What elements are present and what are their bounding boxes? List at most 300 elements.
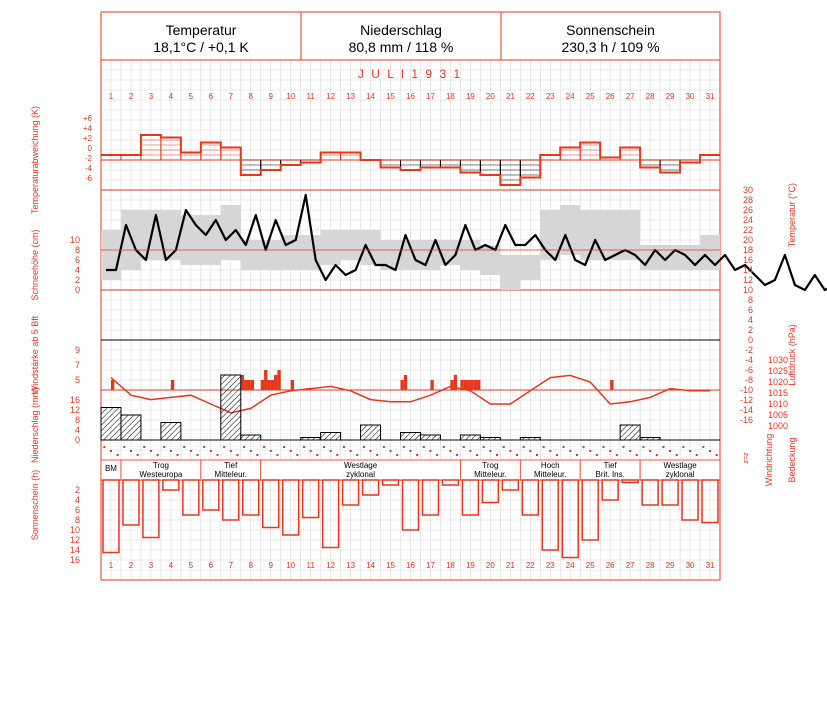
temperature-tick: 12 <box>742 275 753 285</box>
cover-dot <box>150 450 152 452</box>
cover-dot <box>483 446 485 448</box>
cover-dot <box>642 446 644 448</box>
precipitation-tick: 12 <box>69 405 80 415</box>
day-label-top: 8 <box>248 92 253 101</box>
pressure-tick: 1010 <box>768 399 789 409</box>
temp-range-band <box>700 235 720 270</box>
day-label-bottom: 15 <box>386 561 395 570</box>
temp-deviation-tick: +2 <box>82 134 92 143</box>
temp-deviation-axis-label: Temperaturabweichung (K) <box>30 105 40 215</box>
precipitation-bar <box>620 425 640 440</box>
wind-bar <box>247 380 250 390</box>
cover-dot <box>716 454 718 456</box>
cover-dot <box>143 446 145 448</box>
temp-deviation-tick: +6 <box>82 114 92 123</box>
cover-dot <box>596 454 598 456</box>
day-label-top: 12 <box>326 92 336 101</box>
temperature-tick: -4 <box>744 355 753 365</box>
cover-dot <box>330 450 332 452</box>
wind-bar <box>470 380 473 390</box>
weather-type-label: Westeuropa <box>139 470 183 479</box>
wind-bar <box>430 380 433 390</box>
wind-bar <box>477 380 480 390</box>
cover-dot <box>356 454 358 456</box>
cover-dot <box>183 446 185 448</box>
day-label-bottom: 25 <box>585 561 595 570</box>
cover-dot <box>516 454 518 456</box>
day-label-bottom: 8 <box>248 561 253 570</box>
day-label-bottom: 2 <box>128 561 134 570</box>
day-label-top: 29 <box>665 92 675 101</box>
cover-dot <box>336 454 338 456</box>
cover-dot <box>216 454 218 456</box>
cover-dot <box>429 450 431 452</box>
weather-type-label: Mitteleur. <box>534 470 567 479</box>
day-label-bottom: 28 <box>645 561 655 570</box>
weather-type-label: Trog <box>152 461 169 470</box>
wind-bar <box>291 380 294 390</box>
wind-axis-label: Windstärke ab 5 Bft <box>30 315 40 395</box>
wind-bar <box>251 380 254 390</box>
cover-dot <box>263 446 265 448</box>
day-label-top: 2 <box>128 92 134 101</box>
day-label-top: 3 <box>148 92 154 101</box>
precipitation-tick: 16 <box>69 395 80 405</box>
wind-bar <box>171 380 174 390</box>
header-precipitation-value: 80,8 mm / 118 % <box>348 39 454 55</box>
day-label-bottom: 16 <box>406 561 415 570</box>
day-label-top: 13 <box>346 92 356 101</box>
day-label-top: 21 <box>505 92 515 101</box>
day-label-bottom: 9 <box>268 561 273 570</box>
day-label-top: 19 <box>465 92 475 101</box>
day-label-top: 11 <box>306 92 315 101</box>
header-sunshine-value: 230,3 h / 109 % <box>561 39 660 55</box>
temp-range-band <box>241 240 261 270</box>
weather-type-label: Tief <box>224 461 238 470</box>
snow-tick: 0 <box>74 285 80 295</box>
cover-dot <box>376 454 378 456</box>
cover-dot <box>403 446 405 448</box>
pressure-tick: 1020 <box>768 377 789 387</box>
temperature-tick: 26 <box>742 205 753 215</box>
wind-bar <box>274 375 277 390</box>
cover-dot <box>543 446 545 448</box>
cover-dot <box>556 454 558 456</box>
snow-tick: 2 <box>74 275 80 285</box>
cover-dot <box>629 450 631 452</box>
cover-dot <box>656 454 658 456</box>
wind-bar <box>610 380 613 390</box>
day-label-bottom: 19 <box>465 561 475 570</box>
wind-bar <box>404 375 407 390</box>
header-sunshine-label: Sonnenschein <box>566 22 655 38</box>
day-label-top: 23 <box>545 92 555 101</box>
day-label-bottom: 13 <box>346 561 356 570</box>
cover-dot <box>110 450 112 452</box>
cover-dot <box>503 446 505 448</box>
temp-range-band <box>101 230 121 280</box>
cover-dot <box>609 450 611 452</box>
precipitation-bar <box>640 438 660 441</box>
cover-dot <box>536 454 538 456</box>
header-temperature-label: Temperatur <box>165 22 237 38</box>
day-label-top: 14 <box>366 92 376 101</box>
header-temperature <box>101 22 301 56</box>
cover-dot <box>496 454 498 456</box>
day-label-top: 9 <box>268 92 273 101</box>
day-label-top: 18 <box>445 92 455 101</box>
cover-dot <box>476 454 478 456</box>
wind-bar <box>277 370 280 390</box>
temperature-tick: -6 <box>744 365 753 375</box>
day-label-top: 28 <box>645 92 655 101</box>
day-label-top: 17 <box>426 92 435 101</box>
cover-dot <box>689 450 691 452</box>
day-label-bottom: 5 <box>188 561 194 570</box>
cover-dot <box>270 450 272 452</box>
sunshine-tick: 14 <box>69 545 80 555</box>
cover-dot <box>163 446 165 448</box>
day-label-bottom: 23 <box>545 561 555 570</box>
cover-dot <box>702 446 704 448</box>
day-label-bottom: 30 <box>685 561 695 570</box>
cover-label: Bedeckung <box>787 437 797 483</box>
day-label-top: 20 <box>485 92 495 101</box>
weather-type-label: Trog <box>482 461 499 470</box>
temp-range-band <box>321 230 341 265</box>
day-label-bottom: 7 <box>228 561 234 570</box>
temp-deviation-tick: -4 <box>84 164 92 173</box>
sunshine-tick: 4 <box>74 495 80 505</box>
cover-dot <box>636 454 638 456</box>
sun-axis-label: Sonnenschein (h) <box>30 469 40 541</box>
cover-dot <box>137 454 139 456</box>
day-label-top: 27 <box>625 92 635 101</box>
cover-dot <box>197 454 199 456</box>
header-precipitation <box>301 22 501 56</box>
wind-direction-label: Windrichtung <box>764 433 774 487</box>
precip-axis-label: Niederschlag (mm) <box>30 386 40 464</box>
temperature-tick: 0 <box>747 335 753 345</box>
cover-dot <box>449 450 451 452</box>
cover-dot <box>170 450 172 452</box>
day-label-top: 5 <box>188 92 194 101</box>
temperature-tick: -14 <box>739 405 753 415</box>
precipitation-bar <box>401 433 421 441</box>
cover-dot <box>622 446 624 448</box>
wind-bar <box>467 380 470 390</box>
temperature-tick: 10 <box>742 285 753 295</box>
temperature-tick: 4 <box>747 315 753 325</box>
day-label-top: 15 <box>386 92 395 101</box>
precipitation-bar <box>460 435 480 440</box>
precipitation-bar <box>321 433 341 441</box>
snow-tick: 8 <box>74 245 80 255</box>
day-label-top: 25 <box>585 92 595 101</box>
day-label-top: 26 <box>605 92 615 101</box>
cover-dot <box>489 450 491 452</box>
temperature-tick: -8 <box>744 375 753 385</box>
cover-dot <box>416 454 418 456</box>
cover-dot <box>303 446 305 448</box>
temperature-tick: 28 <box>742 195 753 205</box>
cover-dot <box>190 450 192 452</box>
cover-dot <box>350 450 352 452</box>
temp-range-band <box>460 240 480 270</box>
day-label-bottom: 14 <box>366 561 376 570</box>
cover-dot <box>423 446 425 448</box>
precipitation-tick: 4 <box>74 425 80 435</box>
day-label-top: 30 <box>685 92 695 101</box>
sunshine-tick: 6 <box>74 505 80 515</box>
precipitation-bar <box>480 438 500 441</box>
pressure-tick: 1015 <box>768 388 789 398</box>
precipitation-bar <box>361 425 381 440</box>
precipitation-bar <box>121 415 141 440</box>
cover-dot <box>523 446 525 448</box>
wind-bar <box>264 370 267 390</box>
cover-dot <box>662 446 664 448</box>
weather-type-label: Mitteleur. <box>474 470 507 479</box>
weather-type-label: zyklonal <box>665 470 695 479</box>
cover-dot <box>569 450 571 452</box>
wind-bar <box>244 380 247 390</box>
precipitation-tick: 8 <box>74 415 80 425</box>
cover-dot <box>343 446 345 448</box>
weather-type-label: Brit. Ins. <box>595 470 625 479</box>
cover-dot <box>290 450 292 452</box>
cover-dot <box>709 450 711 452</box>
sunshine-tick: 2 <box>74 485 80 495</box>
cover-dot <box>203 446 205 448</box>
temp-range-band <box>480 245 500 275</box>
month-title: J U L I 1 9 3 1 <box>357 67 463 81</box>
cover-dot <box>549 450 551 452</box>
cover-dot <box>276 454 278 456</box>
day-label-bottom: 17 <box>426 561 435 570</box>
cover-dot <box>529 450 531 452</box>
weather-type-label: Westlage <box>663 461 697 470</box>
cover-dot <box>250 450 252 452</box>
day-label-bottom: 26 <box>605 561 615 570</box>
day-label-bottom: 20 <box>485 561 495 570</box>
cover-dot <box>676 454 678 456</box>
wind-bar <box>450 380 453 390</box>
temperature-tick: -12 <box>739 395 753 405</box>
sunshine-tick: 10 <box>69 525 80 535</box>
temperature-tick: -10 <box>739 385 753 395</box>
wind-bar <box>267 380 270 390</box>
cover-dot <box>157 454 159 456</box>
day-label-top: 10 <box>286 92 296 101</box>
cover-dot <box>410 450 412 452</box>
day-label-bottom: 27 <box>625 561 635 570</box>
cover-dot <box>210 450 212 452</box>
cover-dot <box>316 454 318 456</box>
cover-dot <box>243 446 245 448</box>
wind-tick: 7 <box>74 360 80 370</box>
cover-dot <box>469 450 471 452</box>
precipitation-bar <box>301 438 321 441</box>
header-temperature-value: 18,1°C / +0,1 K <box>153 39 249 55</box>
weather-type-label: Hoch <box>540 461 560 470</box>
temp-range-band <box>500 255 520 290</box>
cover-dot <box>603 446 605 448</box>
cover-dot <box>682 446 684 448</box>
temperature-tick: 18 <box>742 245 753 255</box>
snow-axis-label: Schneehöhe (cm) <box>30 229 40 301</box>
wind-bar <box>111 380 114 390</box>
day-label-top: 1 <box>108 92 114 101</box>
temperature-tick: 2 <box>747 325 753 335</box>
pressure-axis-label: Luftdruck (hPa) <box>787 324 797 386</box>
temperature-tick: 8 <box>747 295 753 305</box>
temperature-tick: 20 <box>742 235 753 245</box>
weather-type-label: zyklonal <box>346 470 376 479</box>
cover-dot <box>383 446 385 448</box>
cover-dot <box>310 450 312 452</box>
cover-dot <box>509 450 511 452</box>
wind-tick: 9 <box>74 345 80 355</box>
precipitation-bar <box>520 438 540 441</box>
cover-dot <box>103 446 105 448</box>
day-label-bottom: 1 <box>108 561 114 570</box>
precipitation-bar <box>221 375 241 440</box>
cover-dot <box>463 446 465 448</box>
cover-dot <box>583 446 585 448</box>
header-precipitation-label: Niederschlag <box>360 22 442 38</box>
wind-bar <box>271 380 274 390</box>
temp-deviation-tick: -6 <box>84 174 92 183</box>
day-label-top: 4 <box>168 92 174 101</box>
snow-tick: 6 <box>74 255 80 265</box>
cover-dot <box>669 450 671 452</box>
cover-dot <box>589 450 591 452</box>
precipitation-tick: 0 <box>74 435 80 445</box>
day-label-top: 6 <box>208 92 214 101</box>
cover-dot <box>223 446 225 448</box>
temp-range-band <box>520 255 540 280</box>
temperature-axis-label: Temperatur (°C) <box>787 182 797 248</box>
cover-dot <box>256 454 258 456</box>
day-label-top: 24 <box>565 92 575 101</box>
cover-dot <box>390 450 392 452</box>
sunshine-tick: 16 <box>69 555 80 565</box>
cover-dot <box>370 450 372 452</box>
weather-type-label: Tief <box>603 461 617 470</box>
temperature-tick: 22 <box>742 225 753 235</box>
cover-dot <box>177 454 179 456</box>
temperature-tick: 24 <box>742 215 753 225</box>
weather-type-label: Mitteleur. <box>214 470 248 479</box>
cover-dot <box>649 450 651 452</box>
day-label-bottom: 3 <box>148 561 154 570</box>
cover-dot <box>363 446 365 448</box>
temp-deviation-tick: -2 <box>84 154 92 163</box>
cover-dot <box>576 454 578 456</box>
temperature-tick: -16 <box>739 415 753 425</box>
temperature-tick: 16 <box>742 255 753 265</box>
sunshine-tick: 8 <box>74 515 80 525</box>
day-label-bottom: 24 <box>565 561 575 570</box>
pressure-tick: 1030 <box>768 355 789 365</box>
cover-dot <box>456 454 458 456</box>
cover-dot <box>436 454 438 456</box>
pressure-tick: 1000 <box>768 421 789 431</box>
cover-dot <box>117 454 119 456</box>
cover-dot <box>396 454 398 456</box>
wind-bar <box>261 380 264 390</box>
cover-dot <box>236 454 238 456</box>
wind-bar <box>401 380 404 390</box>
data-marks <box>101 135 827 558</box>
temperature-tick: -2 <box>744 345 753 355</box>
day-label-bottom: 31 <box>705 561 715 570</box>
day-label-top: 22 <box>525 92 535 101</box>
cover-dot <box>443 446 445 448</box>
precipitation-bar <box>420 435 440 440</box>
day-label-bottom: 12 <box>326 561 336 570</box>
temperature-tick: 14 <box>742 265 753 275</box>
day-label-bottom: 21 <box>505 561 515 570</box>
cover-dot <box>123 446 125 448</box>
cover-dot <box>283 446 285 448</box>
day-label-bottom: 22 <box>525 561 535 570</box>
weather-type-label: BM <box>104 464 117 473</box>
weather-type-label: Westlage <box>343 461 378 470</box>
day-label-bottom: 6 <box>208 561 214 570</box>
wind-tick: 5 <box>74 375 80 385</box>
cover-dot <box>323 446 325 448</box>
day-label-top: 31 <box>705 92 715 101</box>
temp-range-band <box>600 210 620 260</box>
header-sunshine <box>501 22 720 56</box>
pressure-tick: 1025 <box>768 366 789 376</box>
day-label-top: 7 <box>228 92 234 101</box>
temperature-tick: 6 <box>747 305 753 315</box>
wind-bar <box>474 380 477 390</box>
temp-range-band <box>680 245 700 270</box>
snow-tick: 10 <box>69 235 80 245</box>
day-label-bottom: 4 <box>168 561 174 570</box>
cover-dot <box>296 454 298 456</box>
cover-dot <box>130 450 132 452</box>
precipitation-bar <box>101 408 121 441</box>
wind-bar <box>464 380 467 390</box>
pressure-tick: 1005 <box>768 410 789 420</box>
cover-dot <box>563 446 565 448</box>
z-marker: z=z <box>743 452 750 464</box>
precipitation-bar <box>161 423 181 441</box>
sunshine-tick: 12 <box>69 535 80 545</box>
day-label-bottom: 29 <box>665 561 675 570</box>
day-label-top: 16 <box>406 92 415 101</box>
temp-range-band <box>341 230 361 260</box>
temp-deviation-tick: 0 <box>87 144 92 153</box>
day-label-bottom: 11 <box>306 561 315 570</box>
day-label-bottom: 10 <box>286 561 296 570</box>
day-label-bottom: 18 <box>445 561 455 570</box>
precipitation-bar <box>241 435 261 440</box>
cover-dot <box>616 454 618 456</box>
cover-dot <box>696 454 698 456</box>
grid-lines <box>101 60 720 580</box>
snow-tick: 4 <box>74 265 80 275</box>
temp-deviation-tick: +4 <box>82 124 92 133</box>
temperature-tick: 30 <box>742 185 753 195</box>
cover-dot <box>230 450 232 452</box>
